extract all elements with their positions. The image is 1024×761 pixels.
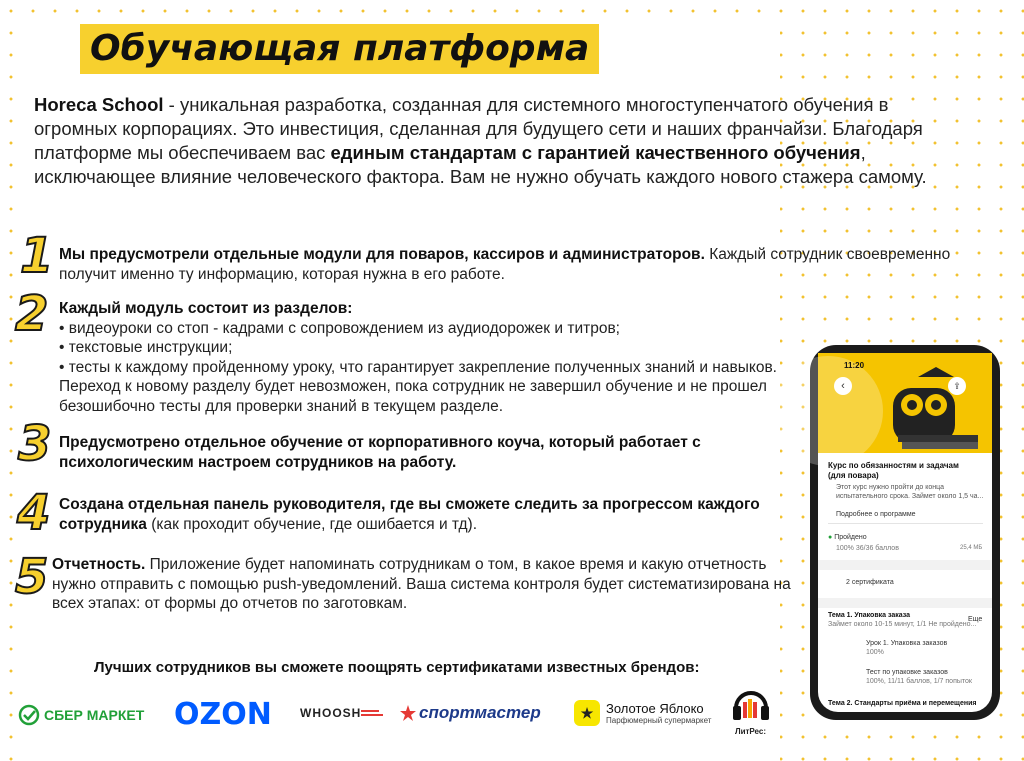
course-banner	[818, 353, 992, 453]
certificates-row[interactable]: 2 сертификата	[846, 579, 894, 586]
sportmaster-text: спортмастер	[419, 703, 541, 722]
feature-item-4	[59, 495, 804, 534]
whoosh-logo	[300, 706, 385, 720]
feature-item-5	[52, 555, 797, 614]
test-1-sub: 100%, 11/11 баллов, 1/7 попыток	[866, 678, 972, 685]
feature-3-bold: Предусмотрено отдельное обучение от корпоративного коуча, который работает с психологическим настроем сотрудников на работу.	[59, 434, 701, 471]
topic-1-title: Тема 1. Упаковка заказа	[828, 612, 911, 619]
number-5: 5	[15, 549, 49, 605]
topic-1-more[interactable]: Еще	[968, 616, 983, 623]
feature-5-text: Приложение будет напоминать сотрудникам о том, в какое время и какую отчетность нужно отправить с помощью push-уведомлений. Ваша система контроля будет систематизирована на всех этапах: от формы до отчетов по заготовкам.	[52, 556, 791, 612]
passed-text: Пройдено	[834, 534, 867, 541]
phone-divider	[828, 523, 983, 524]
topic-2-title: Тема 2. Стандарты приёма и перемещения	[828, 700, 977, 707]
number-3: 3	[18, 416, 52, 472]
feature-item-3	[59, 433, 804, 472]
intro-paragraph	[34, 93, 954, 189]
course-title: Курс по обязанностям и задачам (для повара)	[828, 461, 959, 480]
intro-brand: Horeca School	[34, 94, 164, 115]
sbermarket-text: СБЕР МАРКЕТ	[44, 707, 145, 723]
feature-2-line-1: • видеоуроки со стоп - кадрами с сопровождением из аудиодорожек и титров;	[59, 319, 620, 337]
share-button[interactable]: ⇪	[948, 377, 966, 395]
download-size: 25,4 МБ	[960, 545, 983, 551]
feature-2-line-2: • текстовые инструкции;	[59, 339, 233, 356]
intro-bold: единым стандартам с гарантией качественного обучения	[330, 142, 861, 163]
program-link[interactable]: Подробнее о программе	[836, 511, 916, 518]
feature-5-bold: Отчетность.	[52, 556, 146, 573]
test-1-title[interactable]: Тест по упаковке заказов	[866, 669, 948, 676]
phone-gap-2	[818, 598, 992, 608]
zolotoe-yabloko-name: Золотое Яблоко	[606, 701, 704, 716]
phone-screen	[818, 353, 992, 712]
feature-2-line-3: • тесты к каждому пройденному уроку, что гарантирует закрепление полученных знаний и навыков. Переход к новому разделу будет невозможен, пока сотрудник не завершил обучение и не прошел безошибочно тесты для проверки знаний в текущем разделе.	[59, 358, 777, 415]
lesson-1-title[interactable]: Урок 1. Упаковка заказов	[866, 640, 948, 647]
whoosh-arrow-icon	[361, 708, 385, 718]
phone-time: 11:20	[844, 361, 865, 370]
feature-1-text: Каждый сотрудник своевременно получит именно ту информацию, которая нужна в его работе.	[59, 246, 951, 283]
litres-logo	[728, 682, 773, 736]
sber-icon	[18, 704, 40, 726]
sbermarket-logo	[18, 704, 144, 726]
back-button[interactable]: ‹	[834, 377, 852, 395]
zolotoe-yabloko-texts	[606, 701, 744, 725]
feature-1-bold: Мы предусмотрели отдельные модули для поваров, кассиров и администраторов.	[59, 246, 705, 263]
whoosh-text: WHOOSH	[300, 706, 362, 720]
headphones-icon	[730, 682, 772, 724]
topic-1-sub: Займет около 10-15 минут, 1/1 Не пройдено...	[828, 621, 977, 628]
brands-caption: Лучших сотрудников вы сможете поощрять сертификатами известных брендов:	[94, 659, 700, 676]
zolotoe-yabloko-sub: Парфюмерный супермаркет	[606, 716, 712, 725]
zolotoe-yabloko-icon: ★	[574, 700, 600, 726]
feature-4-text: (как проходит обучение, где ошибается и тд).	[146, 515, 478, 533]
feature-item-1	[59, 245, 964, 284]
passed-label: ● Пройдено	[828, 534, 867, 541]
intro-text-1: - уникальная разработка, созданная для системного многоступенчатого обучения в огромных корпорациях. Это инвестиция, сделанная для будущего сети и наших франчайзи. Благодаря платформе мы обеспечиваем вас	[34, 94, 923, 163]
phone-gap	[818, 560, 992, 570]
number-4: 4	[17, 485, 51, 541]
number-1: 1	[20, 228, 54, 284]
zolotoe-yabloko-logo	[574, 700, 744, 726]
sportmaster-logo	[399, 703, 541, 723]
ozon-logo: OZON	[174, 697, 272, 732]
course-desc: Этот курс нужно пройти до конца испытательного срока. Займет около 1,5 ча...	[836, 484, 984, 500]
intro-text-2: , исключающее влияние человеческого фактора. Вам не нужно обучать каждого нового стажера самому.	[34, 142, 927, 187]
sportmaster-star-icon	[399, 704, 417, 722]
phone-mockup	[810, 345, 1000, 720]
passed-score: 100% 36/36 баллов	[836, 545, 899, 552]
lesson-1-progress: 100%	[866, 649, 884, 656]
feature-4-bold: Создана отдельная панель руководителя, где вы сможете следить за прогрессом каждого сотрудника	[59, 496, 760, 533]
feature-2-bold: Каждый модуль состоит из разделов:	[59, 300, 353, 317]
page-title: Обучающая платформа	[80, 24, 599, 74]
feature-item-2	[59, 299, 814, 416]
litres-text: ЛитРес:	[734, 727, 767, 736]
number-2: 2	[15, 286, 49, 342]
